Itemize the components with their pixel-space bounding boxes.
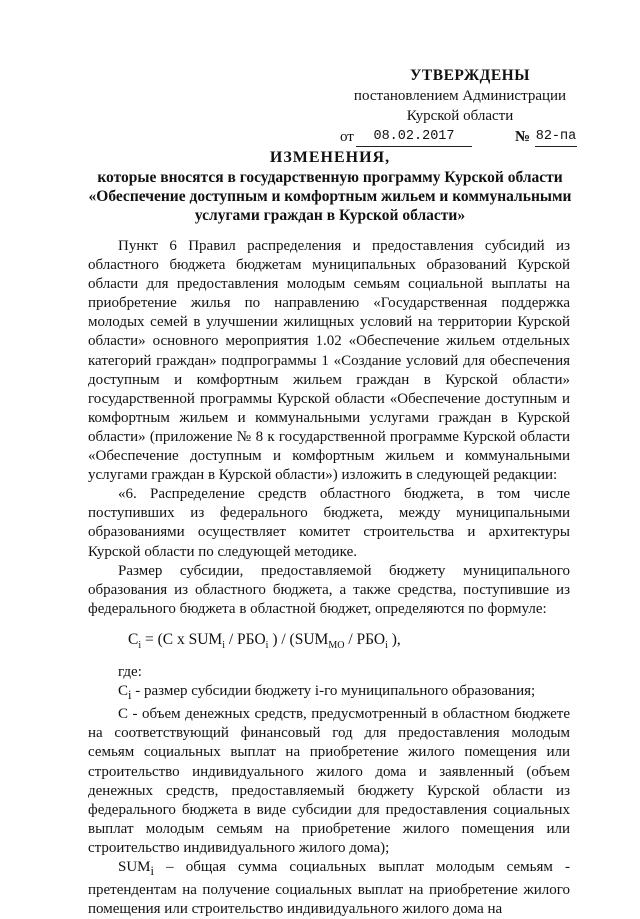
formula: $C_i = (C$ x $SUM_i / РБО_i$ ) / ($SUM_{MO} / РБО_i$ ), xyxy=(128,630,401,651)
definition-ci: $C_i$ - размер субсидии бюджету i-го муниципального образования; xyxy=(118,683,536,703)
approval-stamp xyxy=(330,66,590,149)
approval-date: 08.02.2017 xyxy=(356,127,472,147)
definition-c: C - объем денежных средств, предусмотренный в областном бюджете на соответствующий финансовый год для предоставления молодым семьям социальных выплат на приобретение жилого помещения или строительство индивидуального жилого дома и заявленный (объем денежных средств, предоставляемый бюджету Курской области из федерального бюджета в виде субсидии для предоставления социальных выплат молодым семьям на приобретение жилого помещения или строительство индивидуального жилого дома); xyxy=(88,706,570,856)
where-label: где: xyxy=(118,664,142,681)
heading-line-3: услугами граждан в Курской области» xyxy=(194,207,466,224)
document-heading xyxy=(60,148,600,225)
paragraph-1: Пункт 6 Правил распределения и предоставления субсидий из областного бюджета бюджетам муниципальных образований Курской области для предоставления молодым семьям социальной выплаты на приобретение жилья по направлению «Государственная поддержка молодых семей в улучшении жилищных условий на территории Курской области» основного мероприятия 1.02 «Обеспечение жильем отдельных категорий граждан» подпрограммы 1 «Создание условий для обеспечения доступным и комфортным жильем граждан в Курской области» государственной программы Курской области «Обеспечение доступным и комфортным жильем и коммунальными услугами граждан в Курской области» (приложение № 8 к государственной программе Курской области «Обеспечение доступным и комфортным жильем и коммунальными услугами граждан в Курской области») изложить в следующей редакции: xyxy=(88,238,570,484)
approval-line-2: Курской области xyxy=(406,108,514,124)
document-body xyxy=(88,237,570,919)
heading-line-2: «Обеспечение доступным и комфортным жильем и коммунальными xyxy=(88,188,572,205)
approval-line-1: постановлением Администрации xyxy=(353,88,567,104)
paragraph-2: «6. Распределение средств областного бюджета, в том числе поступивших из федерального бюджета, между муниципальными образованиями осуществляет комитет строительства и архитектуры Курской области по следующей методике. xyxy=(88,486,570,560)
definition-sum: $SUM_i$ – общая сумма социальных выплат молодым семьям - претендентам на получение социальных выплат на приобретение жилого помещения или строительство индивидуального жилого дома на xyxy=(88,859,570,918)
approval-date-row xyxy=(330,127,590,149)
approval-number: 82-па xyxy=(535,127,577,147)
paragraph-3: Размер субсидии, предоставляемой бюджету муниципального образования из областного бюджета, а также средства, поступившие из федерального бюджета в областной бюджет, определяются по формуле: xyxy=(88,562,570,617)
number-prefix: № xyxy=(515,129,531,145)
heading-main: ИЗМЕНЕНИЯ, xyxy=(269,149,391,166)
date-prefix: от xyxy=(340,129,354,145)
approval-title: УТВЕРЖДЕНЫ xyxy=(410,67,530,84)
heading-line-1: которые вносятся в государственную программу Курской области xyxy=(97,169,563,186)
